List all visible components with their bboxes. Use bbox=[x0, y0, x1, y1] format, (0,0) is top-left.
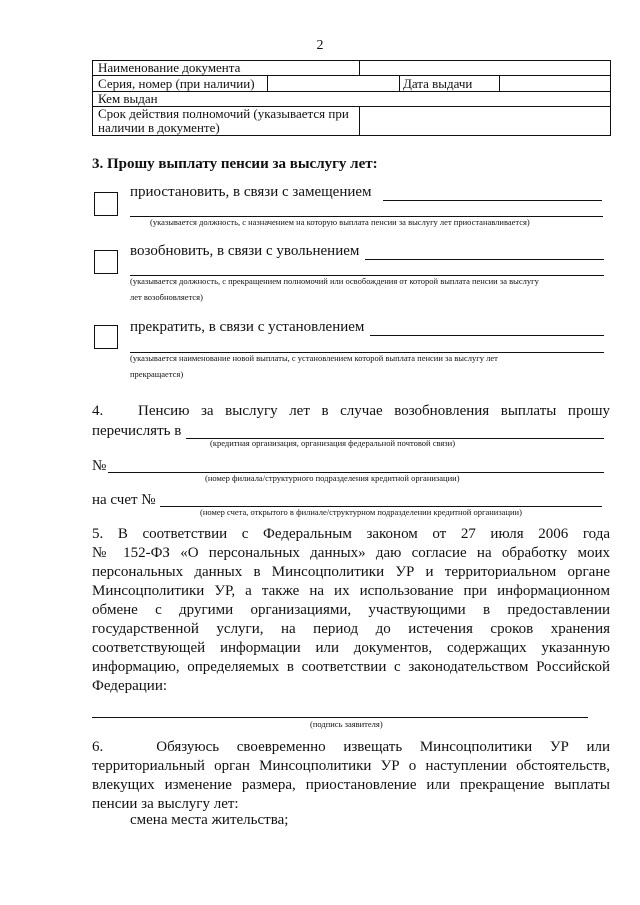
issued-by-label: Кем выдан bbox=[98, 91, 158, 106]
section5-line: 5. В соответствии с Федеральным законом от 27 июля 2006 года bbox=[92, 526, 610, 542]
signature-hint: (подпись заявителя) bbox=[310, 719, 383, 729]
section6-item-residence: смена места жительства; bbox=[130, 812, 289, 828]
section5-line: информацию, определяемых в соответствии с законодательством Российской bbox=[92, 659, 610, 675]
section6-line: 6. Обязуюсь своевременно извещать Минсоцполитики УР или bbox=[92, 739, 610, 755]
resume-checkbox[interactable] bbox=[94, 250, 118, 274]
terminate-label: прекратить, в связи с установлением bbox=[130, 319, 365, 335]
suspend-label: приостановить, в связи с замещением bbox=[130, 184, 372, 200]
account-hint: (номер счета, открытого в филиале/структурном подразделении кредитной организации) bbox=[200, 507, 522, 517]
suspend-checkbox[interactable] bbox=[94, 192, 118, 216]
table-divider bbox=[399, 75, 400, 91]
table-divider bbox=[267, 75, 268, 91]
account-label: на счет № bbox=[92, 492, 156, 508]
branch-number-sign: № bbox=[92, 458, 107, 474]
table-divider bbox=[499, 75, 500, 91]
document-table bbox=[92, 60, 611, 136]
resume-hint-line2: лет возобновляется) bbox=[130, 292, 203, 302]
bank-hint: (кредитная организация, организация федеральной почтовой связи) bbox=[210, 438, 456, 448]
section6-last-line: пенсии за выслугу лет: bbox=[92, 796, 239, 812]
issue-date-label: Дата выдачи bbox=[403, 76, 473, 91]
section3-heading: 3. Прошу выплату пенсии за выслугу лет: bbox=[92, 156, 378, 172]
section5-line: Минсоцполитики УР, а также на их использование при информационном bbox=[92, 583, 610, 599]
validity-label-line2: наличии в документе) bbox=[98, 120, 220, 135]
doc-name-label: Наименование документа bbox=[98, 60, 241, 75]
resume-label: возобновить, в связи с увольнением bbox=[130, 243, 360, 259]
section5-line: № 152-ФЗ «О персональных данных» даю согласие на обработку моих bbox=[92, 545, 610, 561]
resume-input-line[interactable] bbox=[365, 259, 604, 260]
terminate-hint-line2: прекращается) bbox=[130, 369, 184, 379]
section5-line: персональных данных в Минсоцполитики УР и территориальном органе bbox=[92, 564, 610, 580]
section5-line: соответствующей информации или документов, содержащих указанную bbox=[92, 640, 610, 656]
resume-hint-line1: (указывается должность, с прекращением полномочий или освобождения от которой выплата пенсии за выслугу bbox=[130, 276, 539, 286]
section5-line: государственной услуги, на период до истечения сроков хранения bbox=[92, 621, 610, 637]
signature-line[interactable] bbox=[92, 717, 588, 718]
series-number-label: Серия, номер (при наличии) bbox=[98, 76, 255, 91]
validity-label-line1: Срок действия полномочий (указывается при bbox=[98, 106, 349, 121]
terminate-input-line[interactable] bbox=[370, 335, 604, 336]
branch-hint: (номер филиала/структурного подразделения кредитной организации) bbox=[205, 473, 460, 483]
section5-consent-text bbox=[92, 525, 610, 696]
suspend-input-line[interactable] bbox=[383, 200, 602, 201]
terminate-checkbox[interactable] bbox=[94, 325, 118, 349]
section4-line1: 4. Пенсию за выслугу лет в случае возобновления выплаты прошу bbox=[92, 403, 610, 419]
terminate-hint-line1: (указывается наименование новой выплаты, с установлением которой выплата пенсии за выслугу лет bbox=[130, 353, 498, 363]
table-divider bbox=[359, 106, 360, 136]
page-number: 2 bbox=[316, 38, 324, 53]
table-divider bbox=[93, 91, 610, 92]
section4-transfer-label: перечислять в bbox=[92, 423, 182, 439]
section5-line: обмене с другими организациями, участвующими в предоставлении bbox=[92, 602, 610, 618]
section5-last-line: Федерации: bbox=[92, 678, 168, 694]
table-divider bbox=[359, 61, 360, 75]
suspend-hint: (указывается должность, с назначением на которую выплата пенсии за выслугу лет приостанавливается) bbox=[150, 217, 530, 227]
section6-line: влекущих изменение размера, приостановление или прекращение выплаты bbox=[92, 777, 610, 793]
section6-line: территориальный орган Минсоцполитики УР о наступлении обстоятельств, bbox=[92, 758, 610, 774]
section6-obligation-text bbox=[92, 738, 610, 814]
